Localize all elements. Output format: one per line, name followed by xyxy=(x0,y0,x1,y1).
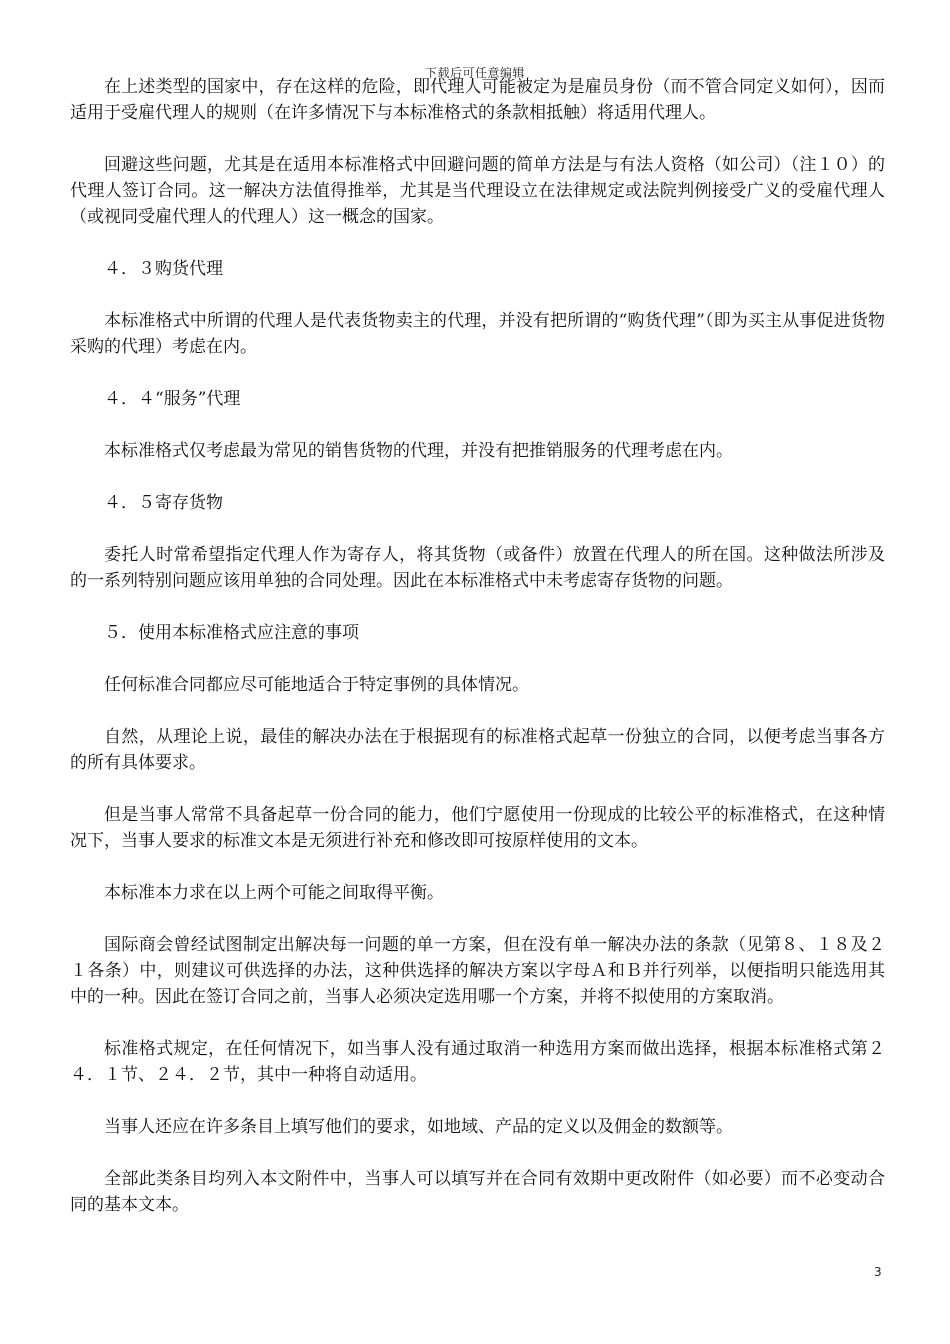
paragraph-icc-alternatives: 国际商会曾经试图制定出解决每一问题的单一方案，但在没有单一解决办法的条款（见第８、１８及２１各条）中，则建议可供选择的办法，这种供选择的解决方案以字母Ａ和Ｂ并行列举，以便指明只能选用其中的一种。因此在签订合同之前，当事人必须决定选用哪一个方案，并将不拟使用的方案取消。 xyxy=(70,935,885,1007)
paragraph-practice: 但是当事人常常不具备起草一份合同的能力，他们宁愿使用一份现成的比较公平的标准格式，在这种情况下，当事人要求的标准文本是无须进行补充和修改即可按原样使用的文本。 xyxy=(70,805,885,851)
paragraph-service-agent: 本标准格式仅考虑最为常见的销售货物的代理，并没有把推销服务的代理考虑在内。 xyxy=(104,441,733,461)
section-heading-4-4: ４．４“服务”代理 xyxy=(104,389,241,409)
section-heading-5: ５．使用本标准格式应注意的事项 xyxy=(104,623,359,643)
paragraph-fill-in: 当事人还应在许多条目上填写他们的要求，如地域、产品的定义以及佣金的数额等。 xyxy=(104,1117,733,1137)
page-number: 3 xyxy=(874,1265,882,1279)
section-heading-4-5: ４．５寄存货物 xyxy=(104,493,223,513)
page-header: 下载后可任意编辑 xyxy=(424,66,525,80)
paragraph-employee-risk: 在上述类型的国家中，存在这样的危险，即代理人可能被定为是雇员身份（而不管合同定义如何），因而适用于受雇代理人的规则（在许多情况下与本标准格式的条款相抵触）将适用代理人。 xyxy=(70,77,885,123)
paragraph-consignment: 委托人时常希望指定代理人作为寄存人，将其货物（或备件）放置在代理人的所在国。这种做法所涉及的一系列特别问题应该用单独的合同处理。因此在本标准格式中未考虑寄存货物的问题。 xyxy=(70,545,885,591)
paragraph-theory: 自然，从理论上说，最佳的解决办法在于根据现有的标准格式起草一份独立的合同，以便考虑当事各方的所有具体要求。 xyxy=(70,727,885,773)
paragraph-default-option: 标准格式规定，在任何情况下，如当事人没有通过取消一种选用方案而做出选择，根据本标准格式第２４．１节、２４．２节，其中一种将自动适用。 xyxy=(70,1039,885,1085)
paragraph-avoid-issues: 回避这些问题，尤其是在适用本标准格式中回避问题的简单方法是与有法人资格（如公司）（注１０）的代理人签订合同。这一解决方法值得推举，尤其是当代理设立在法律规定或法院判例接受广义的受雇代理人（或视同受雇代理人的代理人）这一概念的国家。 xyxy=(70,155,885,227)
paragraph-balance: 本标准本力求在以上两个可能之间取得平衡。 xyxy=(104,883,444,903)
section-heading-4-3: ４．３购货代理 xyxy=(104,259,223,279)
paragraph-annex: 全部此类条目均列入本文附件中，当事人可以填写并在合同有效期中更改附件（如必要）而不必变动合同的基本文本。 xyxy=(70,1169,885,1215)
paragraph-standard-contract: 任何标准合同都应尽可能地适合于特定事例的具体情况。 xyxy=(104,675,529,695)
document-body xyxy=(70,74,885,1244)
paragraph-purchase-agent: 本标准格式中所谓的代理人是代表货物卖主的代理，并没有把所谓的“购货代理”（即为买主从事促进货物采购的代理）考虑在内。 xyxy=(70,311,885,357)
